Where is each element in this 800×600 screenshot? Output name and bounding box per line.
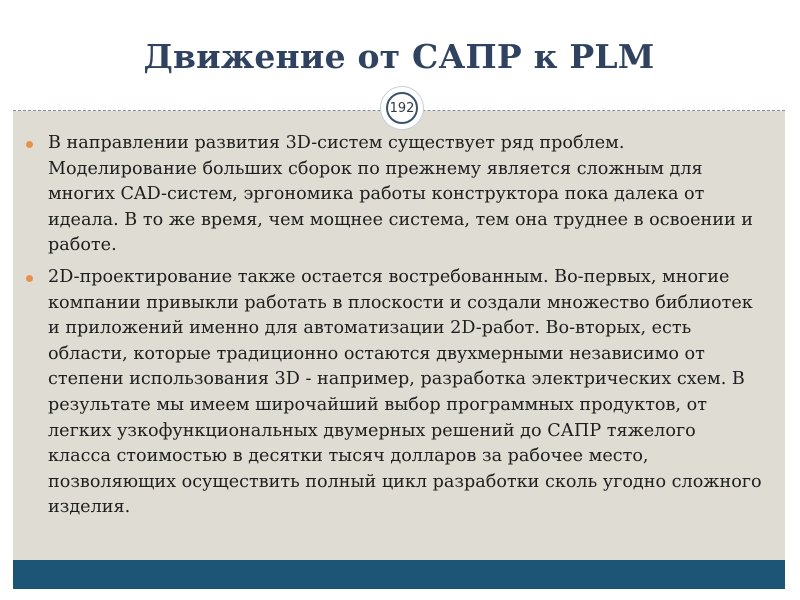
slide-title: Движение от САПР к PLM [143, 37, 655, 76]
bullet-item [22, 265, 762, 521]
page-number: 192 [386, 92, 418, 124]
bullet-icon [26, 141, 33, 148]
bullet-item [22, 131, 762, 259]
footer-bar [13, 560, 785, 589]
bullet-text: В направлении развития 3D-систем существует ряд проблем. Моделирование больших сборок по прежнему является сложным для многих CAD-систем, эргономика работы конструктора пока далека от идеала. В то же время, чем мощнее система, тем она труднее в освоении и работе. [48, 133, 754, 256]
bullet-icon [26, 275, 33, 282]
bullet-text: 2D-проектирование также остается востребованным. Во-первых, многие компании привыкли работать в плоскости и создали множество библиотек и приложений именно для автоматизации 2D-работ. Во-вторых, есть области, которые традиционно остаются двухмерными независимо от степени использования 3D - например, разработка электрических схем. В результате мы имеем широчайший выбор программных продуктов, от легких узкофункциональных двумерных решений до САПР тяжелого класса стоимостью в десятки тысяч долларов за рабочее место, позволяющих осуществить полный цикл разработки сколь угодно сложного изделия. [48, 266, 762, 518]
bullet-list [22, 131, 762, 527]
page-number-badge [380, 86, 424, 130]
